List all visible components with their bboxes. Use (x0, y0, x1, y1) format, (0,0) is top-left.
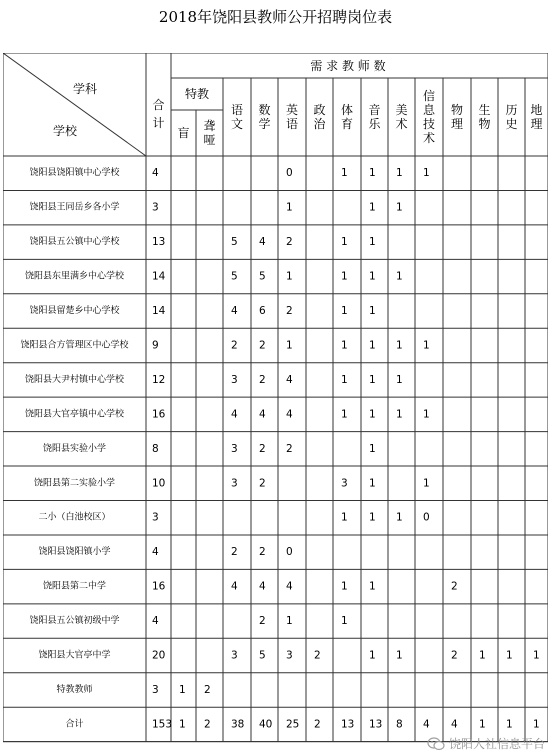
row-cell-value: 1 (286, 615, 293, 628)
row-cell-value: 1 (506, 718, 513, 731)
corner-diagonal (3, 53, 146, 156)
row-cell-value: 5 (259, 270, 266, 283)
row-total-value: 12 (152, 373, 166, 386)
corner-subject-label: 学科 (72, 82, 98, 96)
row-total-value: 4 (152, 167, 159, 180)
row-cell-value: 1 (369, 201, 376, 214)
row-cell-value: 1 (423, 167, 430, 180)
row-cell-value: 0 (286, 167, 293, 180)
header-subject-7-char: 音 (368, 103, 381, 117)
row-cell-value: 1 (341, 615, 348, 628)
header-subject-9-char: 术 (422, 131, 436, 145)
school-name: 二小（白池校区） (38, 512, 111, 523)
header-subject-2-char: 语 (230, 103, 244, 117)
row-cell-value: 1 (423, 408, 430, 421)
header-subject-10-char: 物 (450, 103, 464, 117)
header-subject-9-char: 息 (422, 103, 436, 117)
row-cell-value: 2 (259, 373, 266, 386)
row-cell-value: 1 (179, 683, 186, 696)
row-cell-value: 1 (286, 201, 293, 214)
row-cell-value: 1 (396, 373, 403, 386)
row-cell-value: 2 (259, 615, 266, 628)
row-cell-value: 1 (479, 718, 486, 731)
header-subject-3-char: 学 (258, 117, 271, 131)
row-cell-value: 5 (231, 236, 238, 249)
school-name: 饶阳县五公镇初级中学 (29, 616, 120, 627)
school-name: 饶阳县饶阳镇小学 (38, 547, 111, 558)
watermark-text: 饶阳人社信息平台 (448, 737, 545, 751)
wechat-icon (427, 737, 445, 751)
school-name: 饶阳县实验小学 (42, 443, 107, 454)
row-total-value: 8 (152, 442, 159, 455)
school-name: 饶阳县合方管理区中心学校 (20, 340, 129, 351)
row-cell-value: 1 (423, 477, 430, 490)
row-cell-value: 1 (396, 408, 403, 421)
watermark (427, 735, 545, 752)
header-subject-5-char: 政 (313, 103, 326, 117)
header-subject-7-char: 乐 (368, 117, 381, 131)
row-cell-value: 2 (286, 442, 293, 455)
row-cell-value: 3 (231, 442, 238, 455)
summary-row-label: 合计 (65, 719, 84, 730)
row-cell-value: 1 (369, 442, 376, 455)
row-cell-value: 1 (506, 649, 513, 662)
header-subject-4-char: 英 (285, 103, 299, 117)
header-subject-8-char: 美 (395, 103, 408, 117)
row-cell-value: 1 (396, 270, 403, 283)
row-total-value: 9 (152, 339, 159, 352)
header-subject-11-char: 生 (478, 103, 491, 117)
header-subject-13-char: 地 (530, 103, 543, 117)
row-cell-value: 25 (286, 718, 300, 731)
header-subject-10-char: 理 (450, 117, 464, 131)
row-cell-value: 1 (369, 270, 376, 283)
row-cell-value: 1 (479, 649, 486, 662)
school-name: 饶阳县大官亭中学 (38, 650, 111, 661)
row-cell-value: 2 (259, 339, 266, 352)
row-cell-value: 4 (286, 373, 293, 386)
row-cell-value: 1 (396, 649, 403, 662)
row-cell-value: 0 (423, 511, 430, 524)
row-cell-value: 4 (286, 408, 293, 421)
header-demand-group: 需 求 教 师 数 (310, 59, 386, 73)
header-subject-13-char: 理 (530, 117, 543, 131)
row-cell-value: 1 (396, 201, 403, 214)
row-cell-value: 2 (286, 305, 293, 318)
row-cell-value: 1 (341, 373, 348, 386)
school-name: 饶阳县五公镇中心学校 (29, 237, 120, 248)
summary-row-label: 特教教师 (56, 684, 93, 695)
row-cell-value: 1 (341, 236, 348, 249)
row-cell-value: 3 (231, 477, 238, 490)
row-cell-value: 38 (231, 718, 245, 731)
header-subject-5-char: 治 (313, 117, 326, 131)
row-cell-value: 3 (341, 477, 348, 490)
row-cell-value: 1 (286, 339, 293, 352)
row-cell-value: 13 (341, 718, 355, 731)
row-cell-value: 3 (231, 649, 238, 662)
row-cell-value: 2 (259, 546, 266, 559)
school-name: 饶阳县第二中学 (42, 581, 107, 592)
school-name: 饶阳县第二实验小学 (33, 478, 116, 489)
row-total-value: 14 (152, 305, 166, 318)
row-cell-value: 8 (396, 718, 403, 731)
row-cell-value: 1 (341, 339, 348, 352)
row-cell-value: 1 (396, 511, 403, 524)
row-cell-value: 1 (369, 511, 376, 524)
row-cell-value: 1 (396, 167, 403, 180)
header-subject-6-char: 体 (340, 103, 354, 117)
header-special-ed: 特教 (184, 87, 210, 101)
row-cell-value: 1 (423, 339, 430, 352)
row-cell-value: 3 (231, 373, 238, 386)
row-cell-value: 1 (396, 339, 403, 352)
row-cell-value: 1 (369, 408, 376, 421)
row-cell-value: 4 (259, 236, 266, 249)
header-subject-4-char: 语 (285, 117, 299, 131)
corner-school-label: 学校 (52, 124, 78, 138)
row-cell-value: 4 (231, 305, 238, 318)
row-total-value: 3 (152, 683, 159, 696)
row-total-value: 13 (152, 236, 166, 249)
row-cell-value: 4 (231, 408, 238, 421)
row-total-value: 16 (152, 580, 166, 593)
row-cell-value: 1 (369, 373, 376, 386)
row-cell-value: 1 (341, 167, 348, 180)
row-total-value: 3 (152, 201, 159, 214)
header-subject-0-char: 盲 (177, 126, 190, 140)
row-cell-value: 1 (341, 305, 348, 318)
row-cell-value: 1 (533, 649, 540, 662)
row-total-value: 20 (152, 649, 166, 662)
row-total-value: 4 (152, 615, 159, 628)
row-cell-value: 1 (533, 718, 540, 731)
header-subject-11-char: 物 (478, 117, 491, 131)
row-cell-value: 2 (451, 580, 458, 593)
header-subject-12-char: 历 (505, 103, 518, 117)
row-cell-value: 1 (369, 649, 376, 662)
school-name: 饶阳县饶阳镇中心学校 (29, 168, 120, 179)
row-cell-value: 13 (369, 718, 383, 731)
row-cell-value: 4 (451, 718, 458, 731)
row-cell-value: 4 (286, 580, 293, 593)
row-cell-value: 2 (286, 236, 293, 249)
row-cell-value: 2 (451, 649, 458, 662)
header-total-char: 合 (152, 98, 165, 112)
header-subject-6-char: 育 (340, 117, 354, 131)
row-cell-value: 4 (259, 580, 266, 593)
row-cell-value: 2 (314, 649, 321, 662)
row-cell-value: 1 (341, 270, 348, 283)
header-subject-12-char: 史 (505, 117, 518, 131)
header-subject-1-char: 哑 (203, 133, 216, 147)
row-total-value: 3 (152, 511, 159, 524)
row-cell-value: 4 (231, 580, 238, 593)
row-total-value: 16 (152, 408, 166, 421)
school-name: 饶阳县东里满乡中心学校 (24, 271, 125, 282)
row-cell-value: 2 (204, 718, 211, 731)
header-total-char: 计 (152, 116, 165, 130)
row-cell-value: 5 (259, 649, 266, 662)
row-cell-value: 2 (259, 442, 266, 455)
row-cell-value: 1 (369, 236, 376, 249)
row-total-value: 4 (152, 546, 159, 559)
row-cell-value: 1 (369, 580, 376, 593)
row-cell-value: 2 (259, 477, 266, 490)
row-cell-value: 40 (259, 718, 273, 731)
header-subject-3-char: 数 (258, 103, 271, 117)
row-total-value: 153 (152, 718, 173, 731)
row-cell-value: 1 (369, 305, 376, 318)
row-cell-value: 2 (231, 546, 238, 559)
header-subject-9-char: 技 (422, 117, 436, 131)
header-subject-9-char: 信 (422, 89, 436, 103)
row-cell-value: 2 (231, 339, 238, 352)
row-cell-value: 4 (259, 408, 266, 421)
row-cell-value: 1 (286, 270, 293, 283)
row-cell-value: 2 (314, 718, 321, 731)
row-cell-value: 3 (286, 649, 293, 662)
header-subject-2-char: 文 (230, 117, 244, 131)
row-total-value: 14 (152, 270, 166, 283)
row-cell-value: 6 (259, 305, 266, 318)
row-cell-value: 1 (369, 477, 376, 490)
row-cell-value: 1 (369, 339, 376, 352)
row-cell-value: 2 (204, 683, 211, 696)
school-name: 饶阳县留楚乡中心学校 (29, 306, 120, 317)
header-subject-1-char: 聋 (203, 119, 216, 133)
row-cell-value: 5 (231, 270, 238, 283)
header-subject-8-char: 术 (395, 117, 408, 131)
row-total-value: 10 (152, 477, 166, 490)
school-name: 饶阳县大尹村镇中心学校 (24, 374, 125, 385)
page-title: 2018年饶阳县教师公开招聘岗位表 (158, 8, 393, 26)
row-cell-value: 1 (369, 167, 376, 180)
row-cell-value: 1 (341, 408, 348, 421)
row-cell-value: 4 (423, 718, 430, 731)
school-name: 饶阳县王同岳乡各小学 (29, 202, 120, 213)
row-cell-value: 1 (341, 580, 348, 593)
school-name: 饶阳县大官亭镇中心学校 (24, 409, 125, 420)
row-cell-value: 0 (286, 546, 293, 559)
row-cell-value: 1 (341, 511, 348, 524)
recruitment-table (3, 53, 548, 753)
row-cell-value: 1 (179, 718, 186, 731)
